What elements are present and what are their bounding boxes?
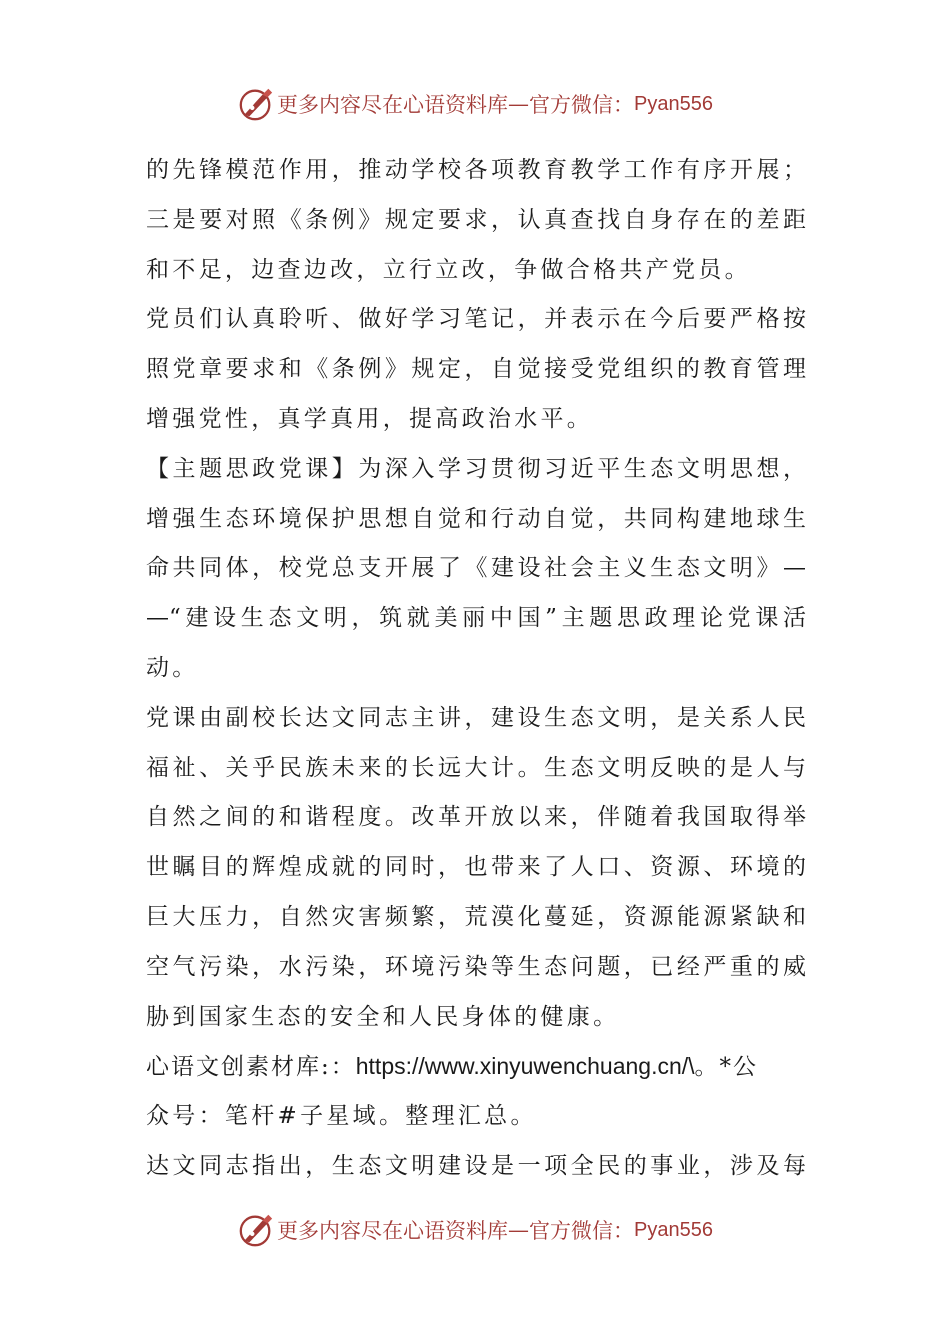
header-banner [0,82,950,126]
text-line: 增强党性，真学真用，提高政治水平。 [146,405,594,432]
source-line [146,1042,806,1092]
footer-banner [0,1208,950,1252]
footer-handle: Pyan556 [634,1218,713,1241]
text-line: 达文同志指出，生态文明建设是一项全民的事业，涉及每 [146,1152,806,1179]
text-line: 党课由副校长达文同志主讲，建设生态文明，是关系人民 [146,704,806,731]
text-line: 动。 [146,654,199,681]
text-line: 增强生态环境保护思想自觉和行动自觉，共同构建地球生 [146,505,806,532]
source-prefix: 心语文创素材库:： [146,1054,356,1081]
text-line: 命共同体，校党总支开展了《建设社会主义生态文明》— [146,555,806,582]
footer-official-label: 官方微信： [529,1219,635,1243]
header-official-label: 官方微信： [529,93,635,117]
text-line: 和不足，边查边改，立行立改，争做合格共产党员。 [146,256,751,283]
header-brand-text: 更多内容尽在心语资料库 [277,93,509,117]
text-line: 空气污染，水污染，环境污染等生态问题，已经严重的威 [146,953,806,980]
header-separator: — [508,92,530,116]
text-line: 世瞩目的辉煌成就的同时，也带来了人口、资源、环境的 [146,854,806,881]
pen-logo-icon [237,85,275,123]
text-line: 巨大压力，自然灾害频繁，荒漠化蔓延，资源能源紧缺和 [146,903,806,930]
header-handle: Pyan556 [634,92,713,115]
document-body [146,146,806,1192]
footer-brand-text: 更多内容尽在心语资料库 [277,1219,509,1243]
pen-logo-icon [237,1211,275,1249]
source-url: https://www.xinyuwenchuang.cn/\ [355,1053,695,1080]
text-line: 党员们认真聆听、做好学习笔记，并表示在今后要严格按 [146,306,806,333]
footer-separator: — [508,1218,530,1242]
text-line: 众号：笔杆#子星域。整理汇总。 [146,1103,537,1130]
text-line: —“建设生态文明，筑就美丽中国”主题思政理论党课活 [146,605,806,632]
text-line: 福祉、关乎民族未来的长远大计。生态文明反映的是人与 [146,754,806,781]
text-line: 自然之间的和谐程度。改革开放以来，伴随着我国取得举 [146,804,806,831]
text-line: 三是要对照《条例》规定要求，认真查找自身存在的差距 [146,206,806,233]
text-line: 胁到国家生态的安全和人民身体的健康。 [146,1003,620,1030]
text-line: 【主题思政党课】为深入学习贯彻习近平生态文明思想， [146,455,806,482]
text-line: 照党章要求和《条例》规定，自觉接受党组织的教育管理 [146,356,806,383]
text-line: 的先锋模范作用，推动学校各项教育教学工作有序开展； [146,157,806,183]
source-suffix: 。*公 [694,1054,759,1081]
